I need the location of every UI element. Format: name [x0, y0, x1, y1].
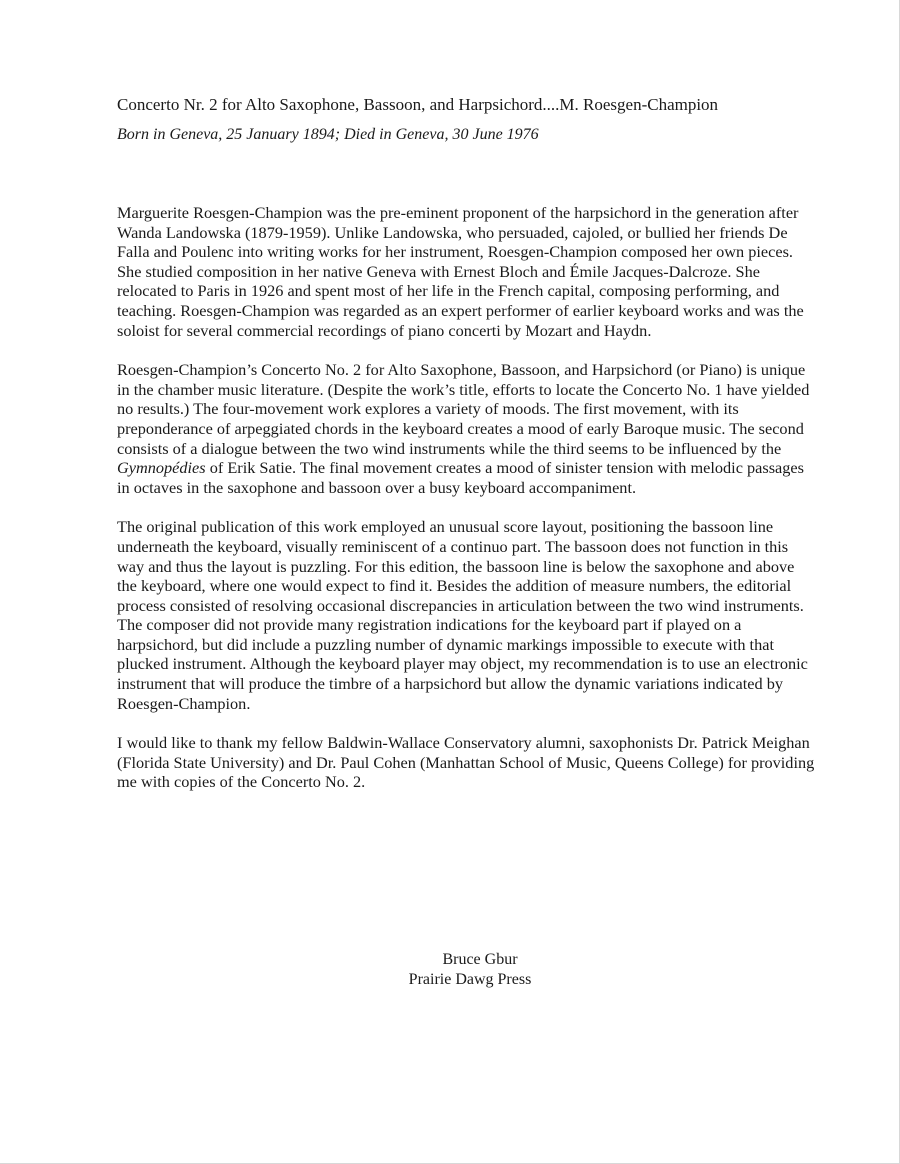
- paragraph-edition-notes: The original publication of this work employed an unusual score layout, positioning the bassoon line underneath the keyboard, visually reminiscent of a continuo part. The bassoon does not function in this way and thus the layout is puzzling. For this edition, the bassoon line is below the saxophone and above the keyboard, where one would expect to find it. Besides the addition of measure numbers, the editorial process consisted of resolving occasional discrepancies in articulation between the two wind instruments. The composer did not provide many registration indications for the keyboard part if played on a harpsichord, but did include a puzzling number of dynamic markings impossible to execute with that plucked instrument. Although the keyboard player may object, my recommendation is to use an electronic instrument that will produce the timbre of a harpsichord but allow the dynamic variations indicated by Roesgen-Champion.: [117, 517, 808, 713]
- paragraph-biography: Marguerite Roesgen-Champion was the pre-eminent proponent of the harpsichord in the generation after Wanda Landowska (1879-1959). Unlike Landowska, who persuaded, cajoled, or bullied her friends De Falla and Poulenc into writing works for her instrument, Roesgen-Champion composed her own pieces. She studied composition in her native Geneva with Ernest Bloch and Émile Jacques-Dalcroze. She relocated to Paris in 1926 and spent most of her life in the French capital, composing performing, and teaching. Roesgen-Champion was regarded as an expert performer of earlier keyboard works and was the soloist for several commercial recordings of piano concerti by Mozart and Haydn.: [117, 203, 804, 340]
- paragraph-concerto-description: [117, 360, 817, 497]
- paragraph-text-segment: Roesgen-Champion’s Concerto No. 2 for Alto Saxophone, Bassoon, and Harpsichord (or Piano) is unique in the chamber music literature. (Despite the work’s title, efforts to locate the Concerto No. 1 have yielded no results.) The four-movement work explores a variety of moods. The first movement, with its preponderance of arpeggiated chords in the keyboard creates a mood of early Baroque music. The second consists of a dialogue between the two wind instruments while the third seems to be influenced by the: [117, 360, 810, 458]
- program-notes-body: [117, 203, 817, 812]
- signature-organization: Prairie Dawg Press: [408, 971, 532, 988]
- signature-block: [0, 950, 900, 990]
- paragraph-text-segment: of Erik Satie. The final movement creates a mood of sinister tension with melodic passages in octaves in the saxophone and bassoon over a busy keyboard accompaniment.: [117, 458, 804, 497]
- composer-dates: Born in Geneva, 25 January 1894; Died in Geneva, 30 June 1976: [117, 126, 539, 143]
- document-header: [117, 94, 837, 146]
- paragraph-acknowledgements: I would like to thank my fellow Baldwin-Wallace Conservatory alumni, saxophonists Dr. Patrick Meighan (Florida State University) and Dr. Paul Cohen (Manhattan School of Music, Queens College) for providing me with copies of the Concerto No. 2.: [117, 733, 815, 792]
- signature-name: Bruce Gbur: [442, 951, 518, 968]
- work-title-italic: Gymnopédies: [117, 458, 206, 478]
- piece-title: Concerto Nr. 2 for Alto Saxophone, Bassoon, and Harpsichord....M. Roesgen-Champion: [117, 95, 719, 114]
